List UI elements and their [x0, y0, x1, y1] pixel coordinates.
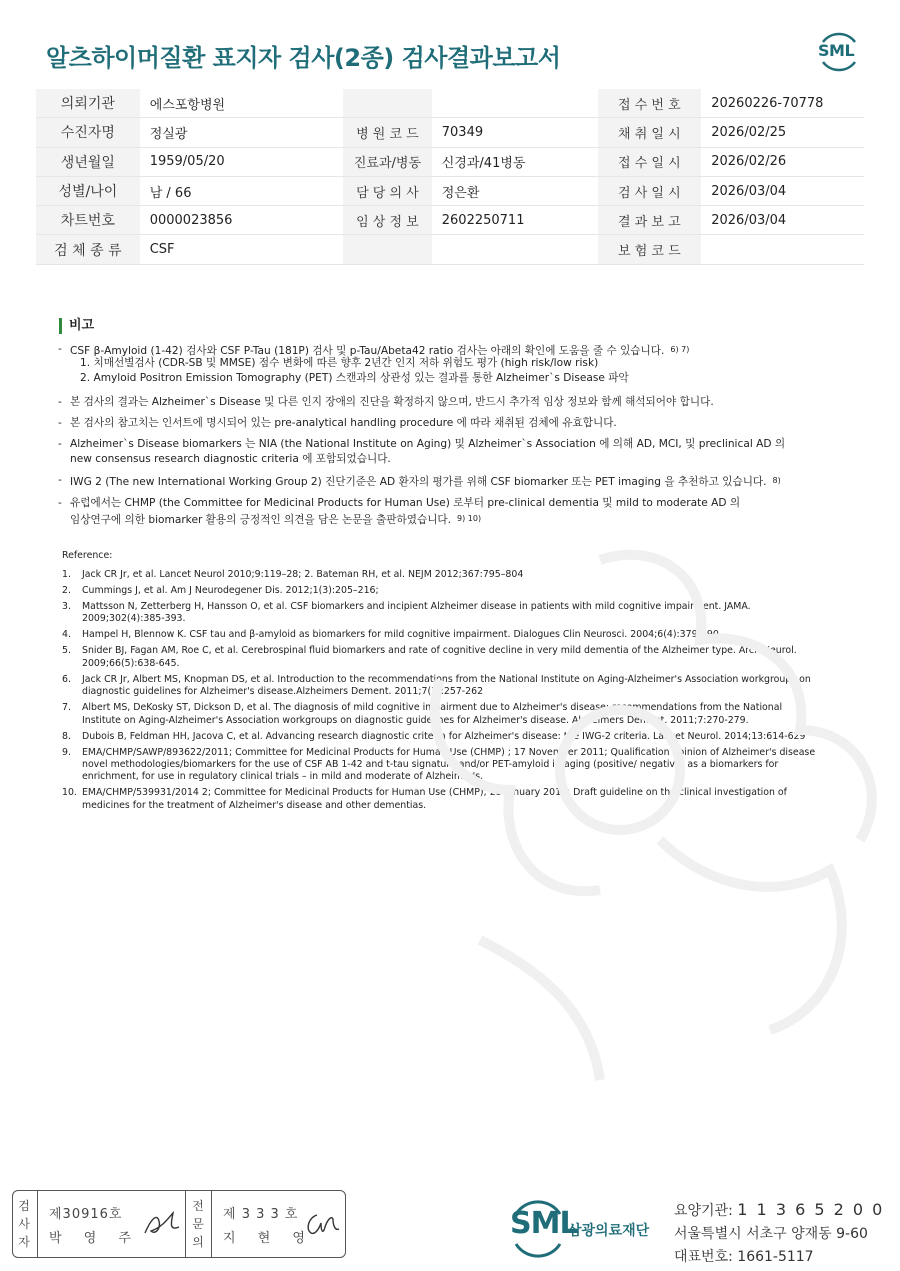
- reference-number: 2.: [62, 585, 71, 596]
- info-value: 정실광: [140, 118, 343, 147]
- reference-text: Snider BJ, Fagan AM, Roe C, et al. Cerebrospinal fluid biomarkers and rate of cognitive decline in very mild dementia of the Alzheimer type. Arch Neurol. 2009;66(5):638-645.: [82, 645, 797, 669]
- remarks-title: 비고: [59, 318, 94, 334]
- specialist-signature-icon: [303, 1209, 341, 1239]
- info-value: 70349: [432, 118, 598, 147]
- reference-item: [62, 747, 822, 784]
- reference-number: 8.: [62, 730, 71, 742]
- bullet-dash: -: [58, 417, 62, 429]
- institution-code-label: 요양기관:: [674, 1203, 733, 1219]
- info-value: CSF: [140, 235, 343, 264]
- reference-text: Jack CR Jr, et al. Lancet Neurol 2010;9:119–28; 2. Bateman RH, et al. NEJM 2012;367:795–804: [82, 569, 524, 580]
- remark-text: 유럽에서는 CHMP (the Committee for Medicinal Products for Human Use) 로부터 pre-clinical dementia 및 mild to moderate AD 의: [70, 497, 741, 509]
- remark-note: [58, 372, 629, 386]
- examiner-number: 제30916호: [49, 1207, 123, 1222]
- reference-item: [62, 569, 822, 581]
- specialist-label: 전문의: [192, 1199, 204, 1249]
- bullet-dash: -: [58, 474, 62, 486]
- reference-text: Mattsson N, Zetterberg H, Hansson O, et al. CSF biomarkers and incipient Alzheimer disease in patients with mild cognitive impairment. JAMA. 2009;302(4):385-393.: [82, 601, 751, 625]
- bullet-dash: -: [58, 438, 62, 450]
- footer-info: [674, 1198, 884, 1269]
- footer-logo-mark: SML: [510, 1206, 578, 1241]
- info-label: 차트번호: [36, 206, 140, 235]
- institution-code: 1 1 3 6 5 2 0 0: [737, 1200, 885, 1219]
- reference-text: Albert MS, DeKosky ST, Dickson D, et al. The diagnosis of mild cognitive impairment due to Alzheimer's disease: recommendations from the National Institute on Aging-Alzheimer's Association workgroups on diagnostic guidelines for Alzheimer's disease. Alzheimers Dement. 2011;7:270-279.: [82, 702, 783, 726]
- reference-number: 3.: [62, 601, 71, 612]
- remark-text: 본 검사의 참고치는 인서트에 명시되어 있는 pre-analytical handling procedure 에 따라 채취된 검체에 유효합니다.: [70, 417, 617, 429]
- info-label: 수진자명: [36, 118, 140, 147]
- info-value: [432, 89, 598, 118]
- reference-text: Hampel H, Blennow K. CSF tau and β-amyloid as biomarkers for mild cognitive impairment. Dialogues Clin Neurosci. 2004;6(4):379-390.: [82, 629, 722, 641]
- info-label: [343, 89, 432, 118]
- info-value: 에스포항병원: [140, 89, 343, 118]
- reference-number: 1.: [62, 569, 71, 580]
- info-value: 2026/03/04: [701, 206, 864, 235]
- reference-text: Cummings J, et al. Am J Neurodegener Dis. 2012;1(3):205–216;: [82, 585, 379, 596]
- reference-item: [62, 731, 822, 743]
- remark-note: [58, 497, 740, 511]
- reference-text: EMA/CHMP/539931/2014 2; Committee for Medicinal Products for Human Use (CHMP); 28 January 2016; Draft guideline on the clinical investigation of medicines for the treatment of Alzheimer's disease and other dementias.: [82, 787, 787, 811]
- info-label: 접 수 번 호: [598, 89, 702, 118]
- footer-logo: [510, 1198, 670, 1258]
- info-label: 진료과/병동: [343, 147, 432, 176]
- info-label: 병 원 코 드: [343, 118, 432, 147]
- info-value: 1959/05/20: [140, 147, 343, 176]
- remark-text: 임상연구에 의한 biomarker 활용의 긍정적인 의견을 담은 논문을 출판하였습니다.: [70, 514, 452, 526]
- info-value: [432, 235, 598, 264]
- reference-number: 4.: [62, 629, 71, 641]
- remark-text: 2. Amyloid Positron Emission Tomography (PET) 스캔과의 상관성 있는 결과를 통한 Alzheimer`s Disease 파악: [80, 372, 629, 384]
- examiner-name: 박 영 주: [49, 1231, 140, 1246]
- bullet-dash: -: [58, 396, 62, 408]
- info-value: 정은환: [432, 176, 598, 205]
- remark-note: [58, 438, 785, 452]
- info-value: 남 / 66: [140, 176, 343, 205]
- info-value: 2026/02/26: [701, 147, 864, 176]
- remark-text: 본 검사의 결과는 Alzheimer`s Disease 및 다른 인지 장애의 진단을 확정하지 않으며, 반드시 추가적 임상 정보와 함께 해석되어야 합니다.: [70, 396, 714, 408]
- reference-item: [62, 674, 822, 699]
- remark-text: IWG 2 (The new International Working Group 2) 진단기준은 AD 환자의 평가를 위해 CSF biomarker 또는 PET imaging 을 추천하고 있습니다.: [70, 476, 767, 488]
- remark-note: [58, 417, 617, 431]
- specialist-number: 제 3 3 3 호: [223, 1207, 299, 1222]
- info-label: 결 과 보 고: [598, 206, 702, 235]
- reference-number: 5.: [62, 645, 71, 657]
- reference-number: 7.: [62, 702, 71, 714]
- specialist-name: 지 현 영: [223, 1231, 314, 1246]
- logo-text: SML: [818, 41, 855, 60]
- info-value: 2026/03/04: [701, 176, 864, 205]
- reference-item: [62, 629, 822, 641]
- reference-number: 10.: [62, 787, 77, 799]
- reference-list: [62, 569, 822, 816]
- patient-info-table: [36, 89, 864, 265]
- remark-note: [58, 357, 598, 371]
- reference-text: Dubois B, Feldman HH, Jacova C, et al. Advancing research diagnostic criteria for Alzheimer's disease: the IWG-2 criteria. Lancet Neurol. 2014;13:614-629: [82, 730, 806, 742]
- examiner-label: 검사자: [18, 1199, 30, 1249]
- address: 서울특별시 서초구 양재동 9-60: [674, 1226, 868, 1242]
- remark-note: [58, 474, 781, 490]
- remark-text: 1. 치매선별검사 (CDR-SB 및 MMSE) 점수 변화에 따른 향후 2년간 인지 저하 위험도 평가 (high risk/low risk): [80, 357, 599, 369]
- remark-note: [58, 512, 481, 528]
- reference-number: 9.: [62, 746, 71, 758]
- report-title: 알츠하이머질환 표지자 검사(2종) 검사결과보고서: [46, 44, 561, 72]
- remark-note: [58, 453, 391, 467]
- info-row: [36, 89, 864, 118]
- info-value: [701, 235, 864, 264]
- info-value: 0000023856: [140, 206, 343, 235]
- phone-label: 대표번호:: [674, 1249, 733, 1265]
- info-label: 의뢰기관: [36, 89, 140, 118]
- info-row: [36, 176, 864, 205]
- reference-item: [62, 787, 822, 812]
- bullet-dash: -: [58, 497, 62, 509]
- reference-item: [62, 645, 822, 670]
- reference-item: [62, 702, 822, 727]
- remark-text: CSF β-Amyloid (1-42) 검사와 CSF P-Tau (181P) 검사 및 p-Tau/Abeta42 ratio 검사는 아래의 확인에 도움을 줄 수 있습니다.: [70, 345, 665, 357]
- info-row: [36, 235, 864, 264]
- examiner-signature-icon: [143, 1209, 181, 1239]
- reference-number: 6.: [62, 673, 71, 685]
- info-label: 검 사 일 시: [598, 176, 702, 205]
- bullet-dash: -: [58, 343, 62, 355]
- info-label: 임 상 정 보: [343, 206, 432, 235]
- remark-ref: 8): [772, 476, 781, 485]
- info-value: 신경과/41병동: [432, 147, 598, 176]
- info-label: 담 당 의 사: [343, 176, 432, 205]
- info-label: 생년월일: [36, 147, 140, 176]
- info-value: 20260226-70778: [701, 89, 864, 118]
- footer-logo-name: 삼광의료재단: [568, 1223, 650, 1239]
- reference-item: [62, 585, 822, 597]
- reference-text: EMA/CHMP/SAWP/893622/2011; Committee for Medicinal Products for Human Use (CHMP) ; 17 November 2011; Qualification opinion of Alzheimer's disease novel methodologies/biomarkers for the use of CSF AB 1-42 and t-tau signature and/or PET-amyloid imaging (positive/ negative) as a biomarkers for enrichment, for use in regulatory clinical trials – in mild and moderate of Alzheimer's.: [82, 746, 816, 783]
- reference-text: Jack CR Jr, Albert MS, Knopman DS, et al. Introduction to the recommendations from the National Institute on Aging-Alzheimer's Association workgroups on diagnostic guidelines for Alzheimer's disease.Alzheimers Dement. 2011;7(3):257-262: [82, 673, 811, 698]
- info-row: [36, 147, 864, 176]
- remark-text: Alzheimer`s Disease biomarkers 는 NIA (the National Institute on Aging) 및 Alzheimer`s Association 에 의해 AD, MCI, 및 preclinical AD 의: [70, 438, 786, 450]
- info-label: 접 수 일 시: [598, 147, 702, 176]
- remark-ref: 6) 7): [670, 345, 690, 354]
- info-label: 성별/나이: [36, 176, 140, 205]
- signature-box: [12, 1190, 346, 1258]
- sml-logo: [815, 28, 863, 76]
- info-label: [343, 235, 432, 264]
- info-row: [36, 206, 864, 235]
- reference-title: Reference:: [62, 550, 113, 561]
- info-value: 2026/02/25: [701, 118, 864, 147]
- info-label: 보 험 코 드: [598, 235, 702, 264]
- phone-number: 1661-5117: [737, 1249, 814, 1265]
- remark-ref: 9) 10): [457, 514, 482, 523]
- remark-text: new consensus research diagnostic criteria 에 포함되었습니다.: [70, 453, 391, 465]
- info-row: [36, 118, 864, 147]
- info-value: 2602250711: [432, 206, 598, 235]
- reference-item: [62, 601, 822, 626]
- remark-note: [58, 396, 714, 410]
- info-label: 검 체 종 류: [36, 235, 140, 264]
- info-label: 채 취 일 시: [598, 118, 702, 147]
